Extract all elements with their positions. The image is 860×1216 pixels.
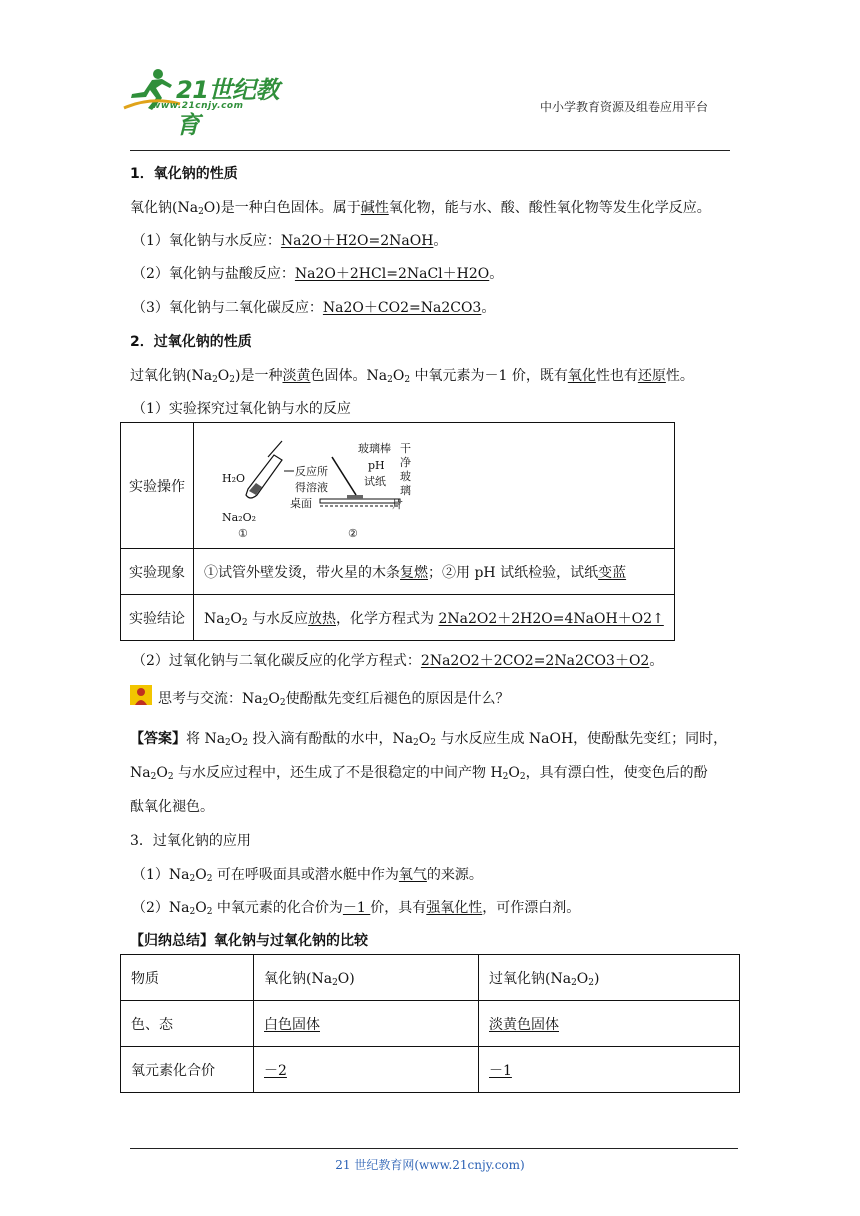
solution-label-1: 反应所 xyxy=(295,464,328,478)
s3-application-2: $(2)Na_2O_2$ 中氧元素的化合价为－1 价，具有强氧化性，可作漂白剂。 xyxy=(132,900,581,917)
think-icon xyxy=(130,685,152,705)
logo-text: 21世纪教育 xyxy=(176,76,279,139)
glass-label-1: 干 xyxy=(400,441,411,455)
header-na2o2: 过氧化钠$(Na_2O_2)$ xyxy=(479,955,740,1001)
glass-label-3: 玻 xyxy=(400,469,411,483)
summary-title: 【归纳总结】氧化钠与过氧化钠的比较 xyxy=(130,933,368,949)
circle-2-label: ② xyxy=(348,526,358,540)
desk-label: 桌面 xyxy=(290,496,312,510)
na2o2-label: Na₂O₂ xyxy=(222,510,257,524)
logo xyxy=(122,68,292,139)
think-question: 思考与交流：$Na_2O_2$使酚酞先变红后褪色的原因是什么？ xyxy=(158,691,510,708)
logo-url: www.21cnjy.com xyxy=(152,101,244,111)
footer-rule xyxy=(130,1148,738,1149)
s1-reaction-3: （3）氧化钠与二氧化碳反应：Na2O＋CO2=Na2CO3。 xyxy=(132,300,496,316)
s1-reaction-2: （2）氧化钠与盐酸反应：Na2O＋2HCl=2NaCl＋H2O。 xyxy=(132,266,504,282)
s1-reaction-1: （1）氧化钠与水反应：Na2O＋H2O=2NaOH。 xyxy=(132,233,448,249)
comparison-table xyxy=(120,954,740,1093)
answer-line-3: 酞氧化褪色。 xyxy=(130,799,214,815)
table-row: 色、态 白色固体 淡黄色固体 xyxy=(121,1001,740,1047)
conclusion-cell: $Na_2O_2$ 与水反应放热，化学方程式为 2Na2O2＋2H2O=4NaOH＋O2↑ xyxy=(194,595,675,641)
apparatus-diagram xyxy=(202,427,412,545)
s2-intro: 过氧化钠$(Na_2O_2)$是一种淡黄色固体。$Na_2O_2$ 中氧元素为－1 价，既有氧化性也有还原性。 xyxy=(130,368,694,385)
conc-label: 实验结论 xyxy=(121,595,194,641)
experiment-table xyxy=(120,422,675,641)
header-rule xyxy=(130,150,730,151)
table-row: 氧元素化合价 －2 －1 xyxy=(121,1047,740,1093)
paper-label: 试纸 xyxy=(364,474,386,488)
experiment-diagram xyxy=(194,423,675,549)
ph-label: pH xyxy=(368,458,385,472)
answer-line-2: $Na_2O_2$ 与水反应过程中，还生成了不是很稳定的中间产物 $H_2O_2$，具有漂白性，使变色后的酚 xyxy=(130,765,708,782)
experiment-title: （1）实验探究过氧化钠与水的反应 xyxy=(132,401,351,417)
header-substance: 物质 xyxy=(121,955,254,1001)
footer-text: 21 世纪教育网(www.21cnjy.com) xyxy=(335,1158,525,1172)
platform-caption: 中小学教育资源及组卷应用平台 xyxy=(540,100,709,114)
s3-application-1: $(1)Na_2O_2$ 可在呼吸面具或潜水艇中作为氧气的来源。 xyxy=(132,867,483,884)
h2o-label: H₂O xyxy=(222,471,246,485)
answer-line-1: 【答案】将 $Na_2O_2$ 投入滴有酚酞的水中，$Na_2O_2$ 与水反应生成 NaOH，使酚酞先变红；同时， xyxy=(130,731,728,748)
rod-label: 玻璃棒 xyxy=(358,441,391,455)
co2-reaction: （2）过氧化钠与二氧化碳反应的化学方程式：2Na2O2＋2CO2=2Na2CO3＋O2。 xyxy=(132,653,664,669)
phen-label: 实验现象 xyxy=(121,549,194,595)
glass-label-4: 璃 xyxy=(400,483,411,497)
phenomenon-cell: ①试管外壁发烫，带火星的木条复燃；②用 pH 试纸检验，试纸变蓝 xyxy=(194,549,675,595)
op-label: 实验操作 xyxy=(121,423,194,549)
circle-1-label: ① xyxy=(238,526,248,540)
header-na2o: 氧化钠$(Na_2O)$ xyxy=(254,955,479,1001)
answer-tag: 【答案】 xyxy=(130,731,186,747)
s1-intro: 氧化钠$(Na_2O)$是一种白色固体。属于碱性氧化物，能与水、酸、酸性氧化物等发生化学反应。 xyxy=(130,200,711,217)
section-1-title: 1．氧化钠的性质 xyxy=(130,166,238,182)
section-2-title: 2．过氧化钠的性质 xyxy=(130,334,252,350)
solution-label-2: 得溶液 xyxy=(295,480,328,494)
glass-label-5: 片 xyxy=(392,497,403,511)
glass-label-2: 净 xyxy=(400,455,411,469)
section-3-title: 3．过氧化钠的应用 xyxy=(130,833,251,849)
